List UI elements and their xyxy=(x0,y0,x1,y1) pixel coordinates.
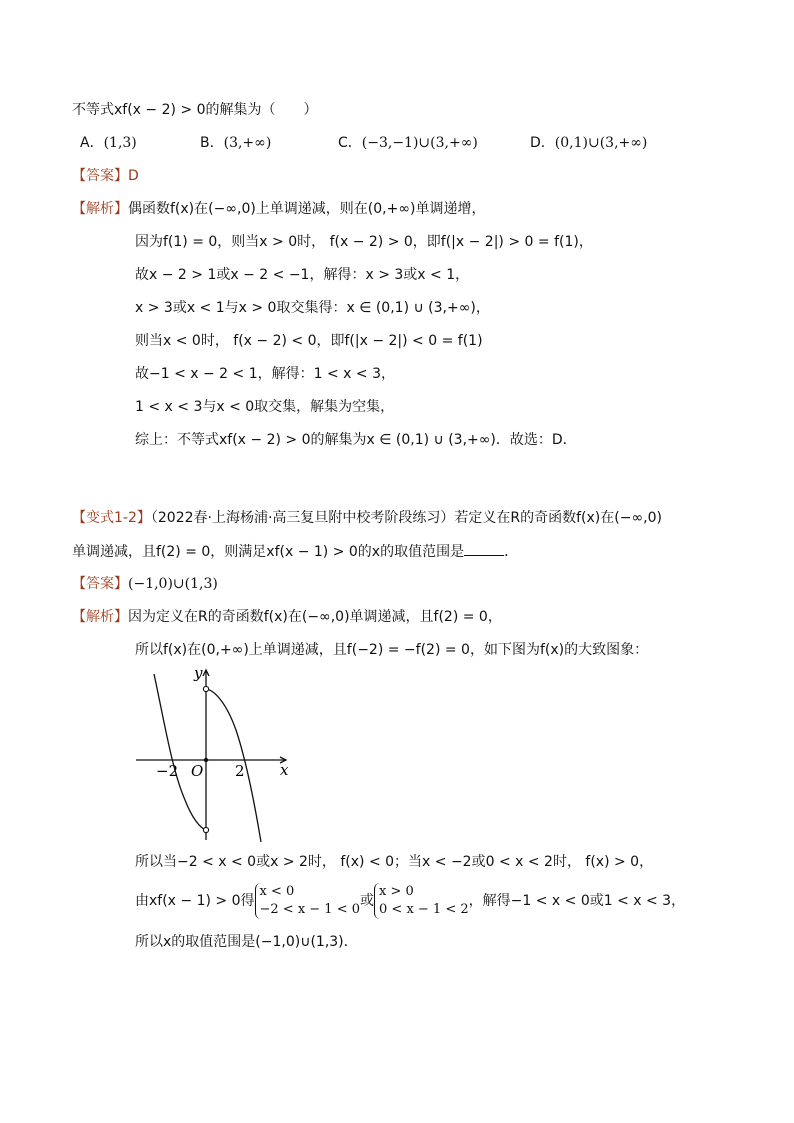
q2-stem-line-1: 【变式1-2】（2022春·上海杨浦·高三复旦附中校考阶段练习）若定义在R的奇函数f(x)在(−∞,0) xyxy=(72,510,662,526)
q1-analysis-line-3: 故x − 2 > 1或x − 2 < −1，解得：x > 3或x < 1， xyxy=(135,267,470,283)
q2-analysis-line-5: 所以x的取值范围是(−1,0)∪(1,3)． xyxy=(135,934,358,950)
answer-blank xyxy=(464,541,504,556)
case-system-1: x < 0 −2 < x − 1 < 0 xyxy=(255,883,361,919)
tick-label-2: 2 xyxy=(235,762,245,780)
x-label: x xyxy=(280,761,289,779)
option-a: A．(1,3) xyxy=(80,135,137,151)
answer-tag: 【答案】 xyxy=(72,168,128,184)
q1-analysis-line-4: x > 3或x < 1与x > 0取交集得：x ∈ (0,1) ∪ (3,+∞)， xyxy=(135,300,490,316)
q2-analysis-line-4: 由xf(x − 1) > 0得x < 0 −2 < x − 1 < 0或x > 0 0 < x − 1 < 2，解得−1 < x < 0或1 < x < 3， xyxy=(135,884,686,917)
q2-analysis-line-1: 【解析】因为定义在R的奇函数f(x)在(−∞,0)单调递减，且f(2) = 0， xyxy=(72,609,502,625)
origin-label: O xyxy=(191,762,204,780)
q2-analysis-line-3: 所以当−2 < x < 0或x > 2时， f(x) < 0；当x < −2或0 < x < 2时， f(x) > 0， xyxy=(135,854,654,870)
case-system-2: x > 0 0 < x − 1 < 2 xyxy=(374,883,469,919)
q1-options xyxy=(80,133,720,153)
q1-stem: 不等式xf(x − 2) > 0的解集为（ ） xyxy=(72,102,318,118)
q1-analysis-line-8: 综上：不等式xf(x − 2) > 0的解集为x ∈ (0,1) ∪ (3,+∞)．故选：D． xyxy=(135,432,577,448)
y-label: y xyxy=(194,664,203,682)
analysis-tag: 【解析】 xyxy=(72,201,128,217)
q1-analysis-line-6: 故−1 < x − 2 < 1，解得：1 < x < 3， xyxy=(135,366,395,382)
answer-value: (−1,0)∪(1,3) xyxy=(128,576,218,592)
option-b: B．(3,+∞) xyxy=(200,135,272,151)
q1-analysis-line-1: 【解析】偶函数f(x)在(−∞,0)上单调递减，则在(0,+∞)单调递增， xyxy=(72,201,486,217)
q2-stem-line-2: 单调递减，且f(2) = 0，则满足xf(x − 1) > 0的x的取值范围是 ． xyxy=(72,541,518,562)
open-point-top xyxy=(203,686,208,691)
variant-tag: 【变式1-2】 xyxy=(72,510,151,526)
option-c: C．(−3,−1)∪(3,+∞) xyxy=(338,135,478,151)
curve-right-branch xyxy=(206,689,261,842)
origin-point xyxy=(204,758,208,762)
option-d: D．(0,1)∪(3,+∞) xyxy=(530,135,648,151)
curve-left-branch xyxy=(154,674,206,830)
function-graph xyxy=(130,660,300,845)
open-point-bottom xyxy=(203,827,208,832)
q1-analysis-line-2: 因为f(1) = 0，则当x > 0时， f(x − 2) > 0，即f(|x − 2|) > 0 = f(1)， xyxy=(135,234,593,250)
analysis-tag: 【解析】 xyxy=(72,609,128,625)
tick-label-neg2: −2 xyxy=(156,762,179,780)
q1-analysis-line-7: 1 < x < 3与x < 0取交集，解集为空集， xyxy=(135,399,395,415)
answer-value: D xyxy=(128,168,139,184)
q1-answer xyxy=(72,166,139,186)
q2-analysis-line-2: 所以f(x)在(0,+∞)上单调递减，且f(−2) = −f(2) = 0，如下图为f(x)的大致图象： xyxy=(135,642,649,658)
answer-tag: 【答案】 xyxy=(72,576,128,592)
q1-analysis-line-5: 则当x < 0时， f(x − 2) < 0，即f(|x − 2|) < 0 = f(1) xyxy=(135,333,483,349)
q2-answer xyxy=(72,574,218,594)
